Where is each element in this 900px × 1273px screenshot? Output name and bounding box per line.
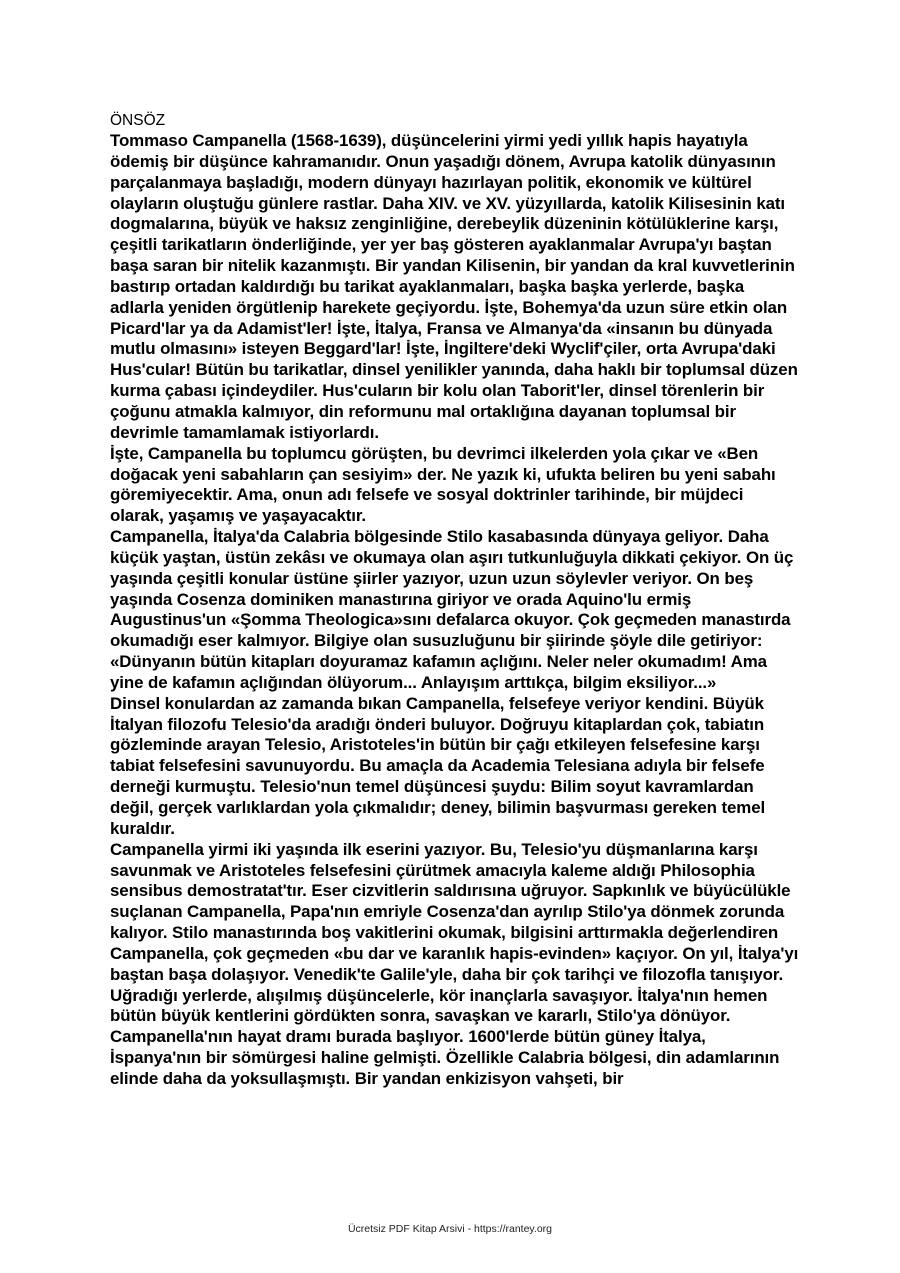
page-footer: Ücretsiz PDF Kitap Arsivi - https://rantey.org [347, 1223, 553, 1235]
document-page [110, 110, 800, 1090]
paragraph-3: Campanella, İtalya'da Calabria bölgesinde Stilo kasabasında dünyaya geliyor. Daha küçük yaştan, üstün zekâsı ve okumaya olan aşırı tutkunluğuyla dikkati çekiyor. On üç yaşında çeşitli konular üstüne şiirler yazıyor, uzun uzun söylevler veriyor. On beş yaşında Cosenza dominiken manastırına giriyor ve orada Aquino'lu ermiş Augustinus'un «Şomma Theologica»sını defalarca okuyor. Çok geçmeden manastırda okumadığı eser kalmıyor. Bilgiye olan susuzluğunu bir şiirinde şöyle dile getiriyor: «Dünyanın bütün kitapları doyuramaz kafamın açlığını. Neler neler okumadım! Ama yine de kafamın açlığından ölüyorum... Anlayışım arttıkça, bilgim eksiliyor...» [110, 527, 794, 692]
paragraph-2: İşte, Campanella bu toplumcu görüşten, bu devrimci ilkelerden yola çıkar ve «Ben doğacak yeni sabahların çan sesiyim» der. Ne yazık ki, ufukta beliren bu yeni sabahı göremiyecektir. Ama, onun adı felsefe ve sosyal doktrinler tarihinde, bir müjdeci olarak, yaşamış ve yaşayacaktır. [110, 443, 776, 526]
page-title: ÖNSÖZ [110, 112, 166, 129]
document-body [110, 131, 800, 1090]
paragraph-4: Dinsel konulardan az zamanda bıkan Campanella, felsefeye veriyor kendini. Büyük İtalyan filozofu Telesio'da aradığı önderi buluyor. Doğruyu kitaplardan çok, tabiatın gözleminde arayan Telesio, Aristoteles'in bütün bir çağı etkileyen felsefesine karşı tabiat felsefesini savunuyordu. Bu amaçla da Academia Telesiana adıyla bir felsefe derneği kurmuştu. Telesio'nun temel düşüncesi şuydu: Bilim soyut kavramlardan değil, gerçek varlıklardan yola çıkmalıdır; deney, bilimin başvurması gereken temel kuraldır. [110, 693, 766, 838]
paragraph-1: Tommaso Campanella (1568-1639), düşüncelerini yirmi yedi yıllık hapis hayatıyla ödemiş bir düşünce kahramanıdır. Onun yaşadığı dönem, Avrupa katolik dünyasının parçalanmaya başladığı, modern dünyayı hazırlayan politik, ekonomik ve kültürel olayların oluştuğu günlere rastlar. Daha XIV. ve XV. yüzyıllarda, katolik Kilisesinin katı dogmalarına, büyük ve haksız zenginliğine, derebeylik düzeninin kötülüklerine karşı, çeşitli tarikatların önderliğinde, yer yer baş gösteren ayaklanmalar Avrupa'yı baştan başa saran bir nitelik kazanmıştı. Bir yandan Kilisenin, bir yandan da kral kuvvetlerinin bastırıp ortadan kaldırdığı bu tarikat ayaklanmaları, başka başka yerlerde, başka adlarla yeniden örgütlenip harekete geçiyordu. İşte, Bohemya'da uzun süre etkin olan Picard'lar ya da Adamist'ler! İşte, İtalya, Fransa ve Almanya'da «insanın bu dünyada mutlu olmasını» isteyen Beggard'lar! İşte, İngiltere'deki Wyclif'çiler, orta Avrupa'daki Hus'cular! Bütün bu tarikatlar, dinsel yenilikler yanında, daha haklı bir toplumsal düzen kurma çabası içindeydiler. Hus'cuların bir kolu olan Taborit'ler, dinsel törenlerin bir çoğunu atmakla kalmıyor, din reformunu mal ortaklığına dayanan toplumsal bir devrimle tamamlamak istiyorlardı. [110, 131, 798, 442]
paragraph-5: Campanella yirmi iki yaşında ilk eserini yazıyor. Bu, Telesio'yu düşmanlarına karşı savunmak ve Aristoteles felsefesini çürütmek amacıyla kaleme aldığı Philosophia sensibus demostratat'tır. Eser cizvitlerin saldırısına uğruyor. Sapkınlık ve büyücülükle suçlanan Campanella, Papa'nın emriyle Cosenza'dan ayrılıp Stilo'ya dönmek zorunda kalıyor. Stilo manastırında boş vakitlerini okumak, bilgisini arttırmakla değerlendiren Campanella, çok geçmeden «bu dar ve karanlık hapis-evinden» kaçıyor. On yıl, İtalya'yı baştan başa dolaşıyor. Venedik'te Galile'yle, daha bir çok tarihçi ve filozofla tanışıyor. Uğradığı yerlerde, alışılmış düşüncelerle, kör inançlarla savaşıyor. İtalya'nın hemen bütün büyük kentlerini gördükten sonra, savaşkan ve kararlı, Stilo'ya dönüyor. Campanella'nın hayat dramı burada başlıyor. 1600'lerde bütün güney İtalya, İspanya'nın bir sömürgesi haline gelmişti. Özellikle Calabria bölgesi, din adamlarının elinde daha da yoksullaşmıştı. Bir yandan enkizisyon vahşeti, bir [110, 839, 799, 1088]
